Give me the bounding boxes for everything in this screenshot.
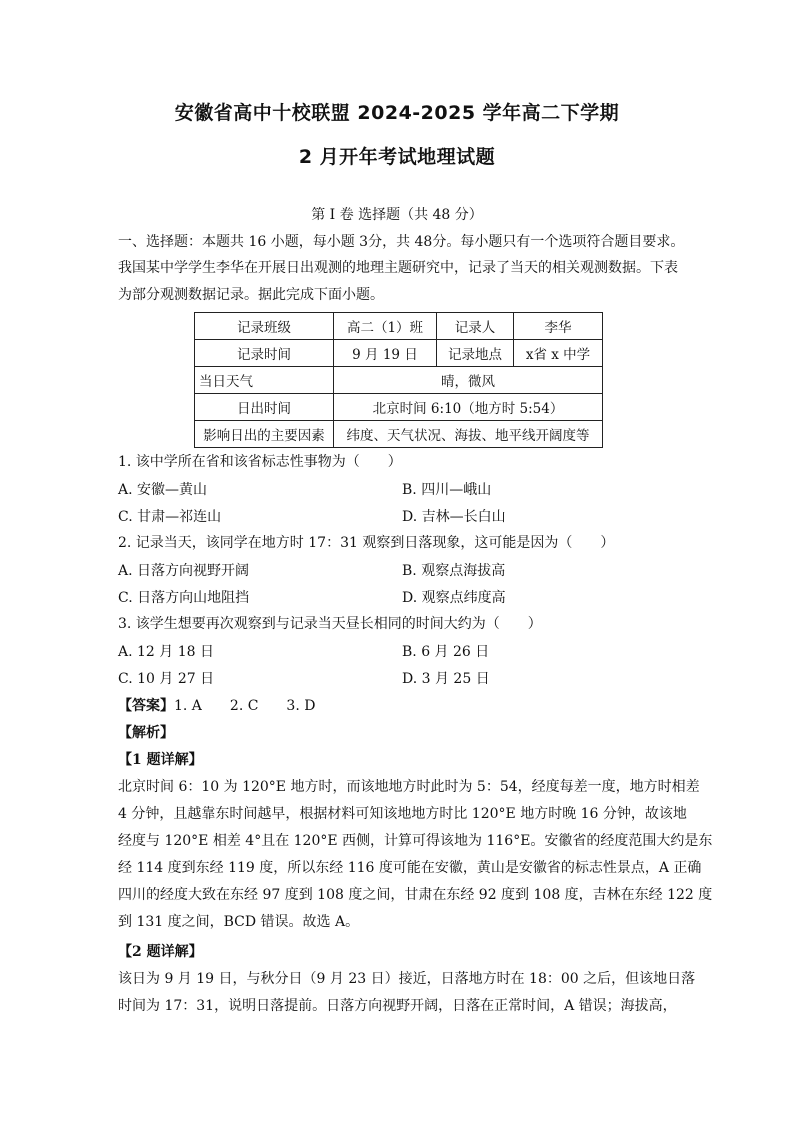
analysis-label: 【解析】 [118,725,174,741]
table-cell: 李华 [514,313,603,340]
answer-line [118,696,688,716]
question-1-option-d: D. 吉林—长白山 [402,509,506,525]
intro-line-2: 为部分观测数据记录。据此完成下面小题。 [118,287,384,303]
table-cell: 日出时间 [195,394,334,421]
table-cell: 影响日出的主要因素 [195,421,334,448]
question-1-option-b: B. 四川—峨山 [402,482,492,498]
table-cell: 9 月 19 日 [334,340,437,367]
instructions: 一、选择题：本题共 16 小题，每小题 3分，共 48分。每小题只有一个选项符合题目要求。 [118,234,685,250]
exam-title-line2: 2 月开年考试地理试题 [298,146,496,168]
observation-table [194,312,603,448]
table-cell: 记录地点 [437,340,514,367]
question-1-option-c: C. 甘肃—祁连山 [118,509,222,525]
table-cell: x省 x 中学 [514,340,603,367]
intro-line-1: 我国某中学学生李华在开展日出观测的地理主题研究中，记录了当天的相关观测数据。下表 [118,260,678,276]
question-1-option-a: A. 安徽—黄山 [118,482,208,498]
detail-2-label: 【2 题详解】 [118,944,203,960]
answer-label: 【答案】 [118,698,174,714]
table-row [195,340,603,367]
question-3-option-a: A. 12 月 18 日 [118,644,214,660]
table-cell: 纬度、天气状况、海拔、地平线开阔度等 [334,421,603,448]
table-row [195,313,603,340]
detail-1-line: 北京时间 6：10 为 120°E 地方时，而该地地方时此时为 5：54，经度每差一度，地方时相差 [118,779,700,795]
exam-title-line1: 安徽省高中十校联盟 2024-2025 学年高二下学期 [174,102,620,124]
section-title: 第 I 卷 选择题（共 48 分） [311,207,483,223]
question-2-option-c: C. 日落方向山地阻挡 [118,590,250,606]
table-cell: 当日天气 [195,367,334,394]
question-2-option-d: D. 观察点纬度高 [402,590,506,606]
table-row [195,394,603,421]
detail-1-line: 经 114 度到东经 119 度，所以东经 116 度可能在安徽，黄山是安徽省的标志性景点，A 正确 [118,860,702,876]
question-3-option-d: D. 3 月 25 日 [402,671,490,687]
table-row [195,421,603,448]
answer-text: 1. A 2. C 3. D [174,698,316,714]
detail-2-line: 该日为 9 月 19 日，与秋分日（9 月 23 日）接近，日落地方时在 18：00 之后，但该地日落 [118,971,696,987]
question-3-option-c: C. 10 月 27 日 [118,671,215,687]
detail-1-label: 【1 题详解】 [118,752,203,768]
table-cell: 高二（1）班 [334,313,437,340]
detail-1-line: 经度与 120°E 相差 4°且在 120°E 西侧，计算可得该地为 116°E。安徽省的经度范围大约是东 [118,833,713,849]
question-1-stem: 1. 该中学所在省和该省标志性事物为（ ） [118,454,402,470]
table-cell: 晴，微风 [334,367,603,394]
question-3-stem: 3. 该学生想要再次观察到与记录当天昼长相同的时间大约为（ ） [118,616,542,632]
detail-2-line: 时间为 17：31，说明日落提前。日落方向视野开阔，日落在正常时间，A 错误；海拔高， [118,998,677,1014]
table-row [195,367,603,394]
question-2-option-b: B. 观察点海拔高 [402,563,506,579]
question-2-stem: 2. 记录当天，该同学在地方时 17：31 观察到日落现象，这可能是因为（ ） [118,535,615,551]
table-cell: 记录时间 [195,340,334,367]
detail-1-line: 到 131 度之间，BCD 错误。故选 A。 [118,914,360,930]
detail-1-line: 4 分钟，且越靠东时间越早，根据材料可知该地地方时比 120°E 地方时晚 16 分钟，故该地 [118,806,687,822]
question-3-option-b: B. 6 月 26 日 [402,644,490,660]
table-cell: 记录班级 [195,313,334,340]
detail-1-line: 四川的经度大致在东经 97 度到 108 度之间，甘肃在东经 92 度到 108 度，吉林在东经 122 度 [118,887,713,903]
table-cell: 北京时间 6:10（地方时 5:54） [334,394,603,421]
question-2-option-a: A. 日落方向视野开阔 [118,563,250,579]
table-cell: 记录人 [437,313,514,340]
